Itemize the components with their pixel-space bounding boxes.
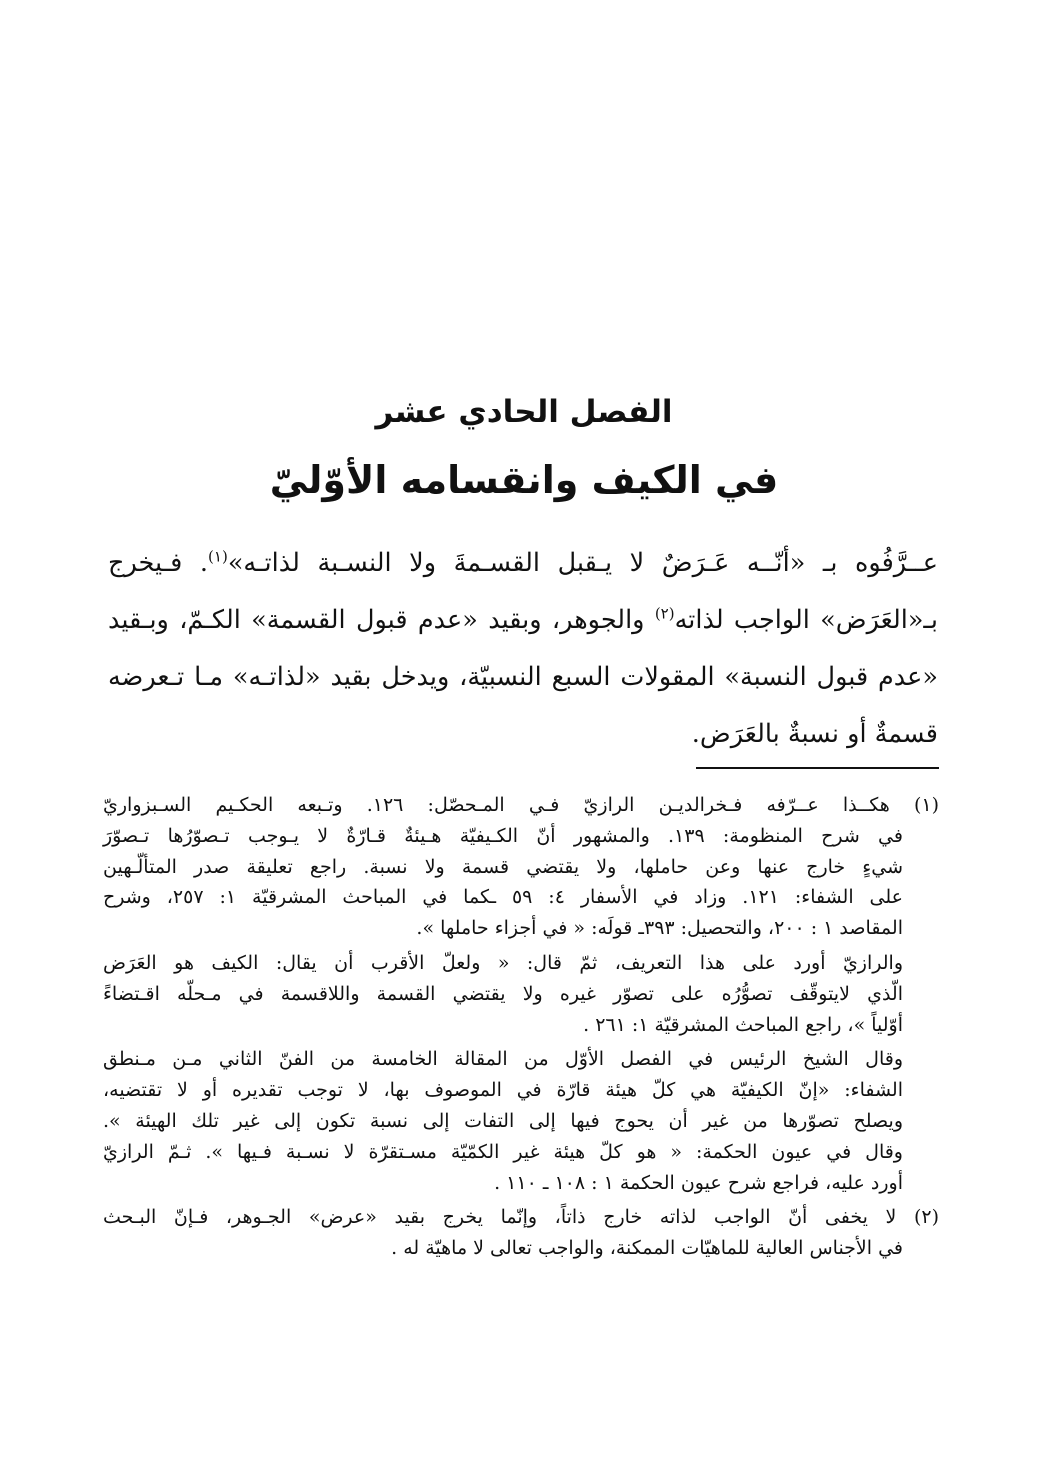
main-text-segment: . فـيخرج [108,548,209,578]
footnote-1-line: في شرح المنظومة: ١٣٩. والمشهور أنّ الكـيفيّة هـيئةٌ قـارّةٌ لا يـوجب تـصوّرُها تـصوّرَ [103,824,903,847]
footnote-1-para2-line: أوّلياً »، راجع المباحث المشرقيّة ١: ٢٦١ . [583,1013,903,1036]
footnote-1-line: على الشفاء: ١٢١. وزاد في الأسفار ٤: ٥٩ ـكما في المباحث المشرقيّة ١: ٢٥٧، وشرح [103,886,904,909]
main-text-line [108,592,938,649]
main-text-segment: بـ«العَرَض» الواجب لذاته [674,605,938,635]
footnote-1-para3-line: الشفاء: «إنّ الكيفيّة هي كلّ هيئة قارّة في الموصوف بها، لا توجب تقديره أو لا تقتضيه، [103,1079,903,1102]
footnote-1-para3-line: وقال في عيون الحكمة: « هو كلّ هيئة غير الكمّيّة مسـتقرّة لا نسـبة فـيها ». ثـمّ الرازيّ [103,1140,903,1163]
footnote-1-line: شيءٍ خارج عنها وعن حاملها، ولا يقتضي قسمة ولا نسبة. راجع تعليقة صدر المتألّـهين [103,855,903,878]
footnote-separator [696,767,939,769]
main-text-segment: والجوهر، وبقيد «عدم قبول القسمة» الكـمّ، وبـقيد [108,605,655,635]
footnote-1-para2-line: والرازيّ أورد على هذا التعريف، ثمّ قال: « ولعلّ الأقرب أن يقال: الكيف هو العَرَض [103,951,903,974]
footnote-1-para2-line: الّذي لايتوقّف تصوُّرُه على تصوّر غيره ولا يقتضي القسمة واللاقسمة في مـحلّه اقـتضاءً [103,982,903,1005]
footnote-1-line: المقاصد ١ : ٢٠٠، والتحصيل: ٣٩٣ـ قولَه: « في أجزاء حاملها ». [416,917,903,940]
footnote-ref-2: (٢) [654,604,675,623]
footnotes [103,790,939,1264]
footnote-ref-1: (١) [208,547,228,566]
footnote-1-line: (١) هكــذا عــرّفه فـخرالديـن الرازيّ فـي المـحصّل: ١٢٦. وتـبعه الحكـيم السـبزواريّ [103,794,940,816]
footnote-2-line: (٢) لا يخفى أنّ الواجب لذاته خارج ذاتاً، وإنّما يخرج بقيد «عرض» الجـوهر، فـإنّ البـحث [103,1206,939,1229]
main-text-line [108,535,938,592]
footnote-1-para3-line: أورد عليه، فراجع شرح عيون الحكمة ١ : ١٠٨ ـ ١١٠ . [494,1171,903,1194]
main-paragraph [108,535,938,763]
chapter-subtitle: في الكيف وانقسامه الأوّليّ [269,458,779,502]
footnote-1-para3-line: ويصلح تصوّرها من غير أن يحوج فيها إلى التفات إلى نسبة تكون إلى غير تلك الهيئة ». [103,1109,903,1132]
main-text-line: قسمةٌ أو نسبةٌ بالعَرَض. [691,719,938,749]
footnote-2-line: في الأجناس العالية للماهيّات الممكنة، والواجب تعالى لا ماهيّة له . [391,1237,903,1260]
footnote-1-para3-line: وقال الشيخ الرئيس في الفصل الأوّل من المقالة الخامسة من الفنّ الثاني مـن مـنطق [103,1048,903,1071]
main-text-line: «عدم قبول النسبة» المقولات السبع النسبيّة، ويدخل بقيد «لذاتـه» مـا تـعرضه [108,662,938,692]
chapter-number-title: الفصل الحادي عشر [375,394,673,430]
main-text-segment: عــرَّفُوه بـ «أنّــه عَـرَضٌ لا يـقبل القسـمةَ ولا النسـبة لذاتـه» [227,548,938,578]
